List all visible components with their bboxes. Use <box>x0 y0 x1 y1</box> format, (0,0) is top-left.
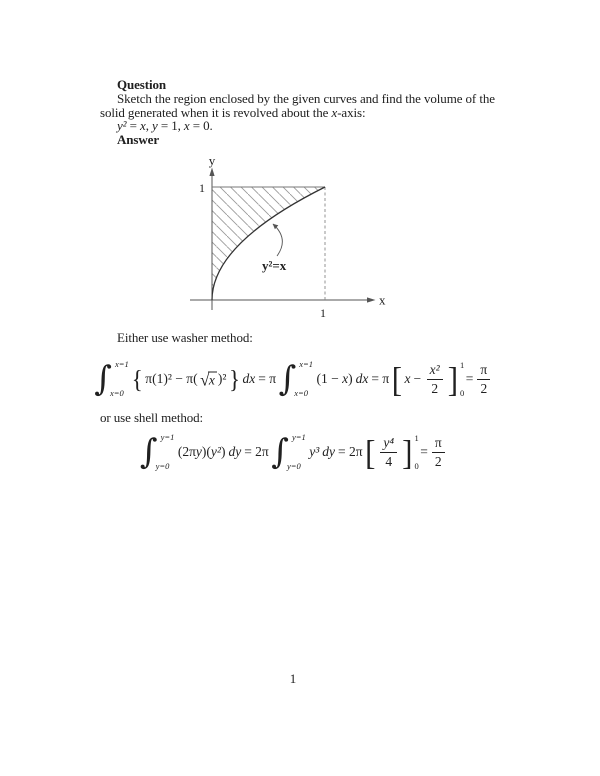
evaluation-limits <box>414 432 418 472</box>
lower-limit: x=0 <box>294 387 309 398</box>
term: = 2π <box>338 444 363 459</box>
var: y <box>152 118 158 134</box>
op: = <box>420 444 428 459</box>
var-x: x <box>331 104 338 120</box>
left-bracket: [ <box>391 359 403 399</box>
radicand: x <box>208 372 215 388</box>
upper-limit: y=1 <box>160 432 175 442</box>
y-axis-label: y <box>208 153 216 168</box>
lower-limit: y=0 <box>286 460 301 471</box>
denominator: 2 <box>434 453 442 469</box>
curve-equation-label: y²=x <box>262 258 287 273</box>
page-number: 1 <box>289 671 297 686</box>
upper-limit: x=1 <box>299 359 314 369</box>
question-body-line1: Sketch the region enclosed by the given curves and find the volume of the <box>117 90 495 106</box>
upper-limit: y=1 <box>291 432 306 442</box>
x-axis-label: x <box>379 292 386 308</box>
term: = 2π <box>244 444 269 459</box>
right-brace: } <box>228 365 240 393</box>
denominator: 2 <box>480 380 488 396</box>
differential: dy <box>322 444 336 459</box>
integral-limits <box>294 358 313 400</box>
op: = 0. <box>189 118 213 134</box>
right-bracket: ] <box>447 359 459 399</box>
integral-sign: ∫ <box>278 359 297 399</box>
upper-limit: 1 <box>414 433 419 443</box>
var: x <box>140 118 146 134</box>
upper-limit: 1 <box>460 360 465 370</box>
integral-sign: ∫ <box>271 432 289 472</box>
integral <box>140 431 174 473</box>
term: = π <box>371 371 390 386</box>
fraction <box>432 435 445 469</box>
var: x <box>404 371 411 386</box>
answer-heading: Answer <box>117 132 160 148</box>
y-axis-arrowhead-icon <box>209 168 214 177</box>
integral-limits <box>287 431 306 473</box>
term: = π <box>258 371 277 386</box>
term: )( <box>201 444 211 459</box>
fraction <box>379 435 399 469</box>
integral-limits <box>110 358 129 400</box>
washer-equation <box>94 355 488 403</box>
lower-limit: 0 <box>414 460 419 471</box>
question-body-line2 <box>100 106 486 120</box>
op: , <box>145 118 152 134</box>
evaluation-limits <box>460 359 464 399</box>
op: = 1, <box>157 118 184 134</box>
integral <box>94 358 128 400</box>
numerator: y⁴ <box>380 435 397 453</box>
differential: dy <box>228 444 242 459</box>
denominator: 2 <box>431 380 439 396</box>
numerator: π <box>477 362 490 380</box>
body-text: solid generated when it is revolved about the <box>100 104 332 120</box>
washer-intro: Either use washer method: <box>117 330 253 345</box>
lower-limit: 0 <box>460 387 465 398</box>
question-heading: Question <box>117 77 167 92</box>
var: x <box>183 118 190 134</box>
upper-limit: x=1 <box>114 359 129 369</box>
term: )² <box>217 371 227 386</box>
curve-pointer-arrow <box>273 224 282 256</box>
differential: dx <box>242 371 256 386</box>
integral-sign: ∫ <box>94 359 112 399</box>
shell-equation <box>100 430 486 474</box>
body-text: -axis: <box>337 104 366 120</box>
given-equations <box>100 119 486 133</box>
integral-sign: ∫ <box>139 432 158 472</box>
hatched-region <box>212 187 325 300</box>
var: x <box>342 371 349 386</box>
var: y² <box>210 444 221 459</box>
term: (1 − <box>316 371 343 386</box>
y-tick-label: 1 <box>199 181 205 195</box>
op: = <box>126 118 141 134</box>
lower-limit: y=0 <box>155 460 170 471</box>
term: ) <box>348 371 353 386</box>
term: π(1)² − π( <box>145 371 198 386</box>
var: y² <box>117 118 127 134</box>
question-block <box>100 77 495 148</box>
integral <box>271 431 305 473</box>
term: ) <box>220 444 226 459</box>
term: (2π <box>177 444 196 459</box>
op: = <box>465 371 474 386</box>
fraction <box>477 362 490 396</box>
x-axis-arrowhead-icon <box>367 297 376 302</box>
shell-intro: or use shell method: <box>100 410 204 425</box>
denominator: 4 <box>385 453 393 469</box>
differential: dx <box>355 371 369 386</box>
fraction <box>425 362 444 396</box>
right-bracket: ] <box>402 432 413 472</box>
left-bracket: [ <box>365 432 376 472</box>
numerator: x² <box>427 362 443 380</box>
var: y <box>195 444 202 459</box>
numerator: π <box>432 435 445 453</box>
var: y³ <box>309 444 320 459</box>
radical-sign: √ <box>200 370 210 389</box>
left-brace: { <box>131 365 143 393</box>
integral-limits <box>156 431 175 473</box>
op: − <box>413 371 422 386</box>
x-tick-label: 1 <box>320 306 326 320</box>
lower-limit: x=0 <box>109 387 124 398</box>
square-root <box>200 371 217 388</box>
integral <box>279 358 313 400</box>
region-sketch-figure <box>185 152 400 324</box>
